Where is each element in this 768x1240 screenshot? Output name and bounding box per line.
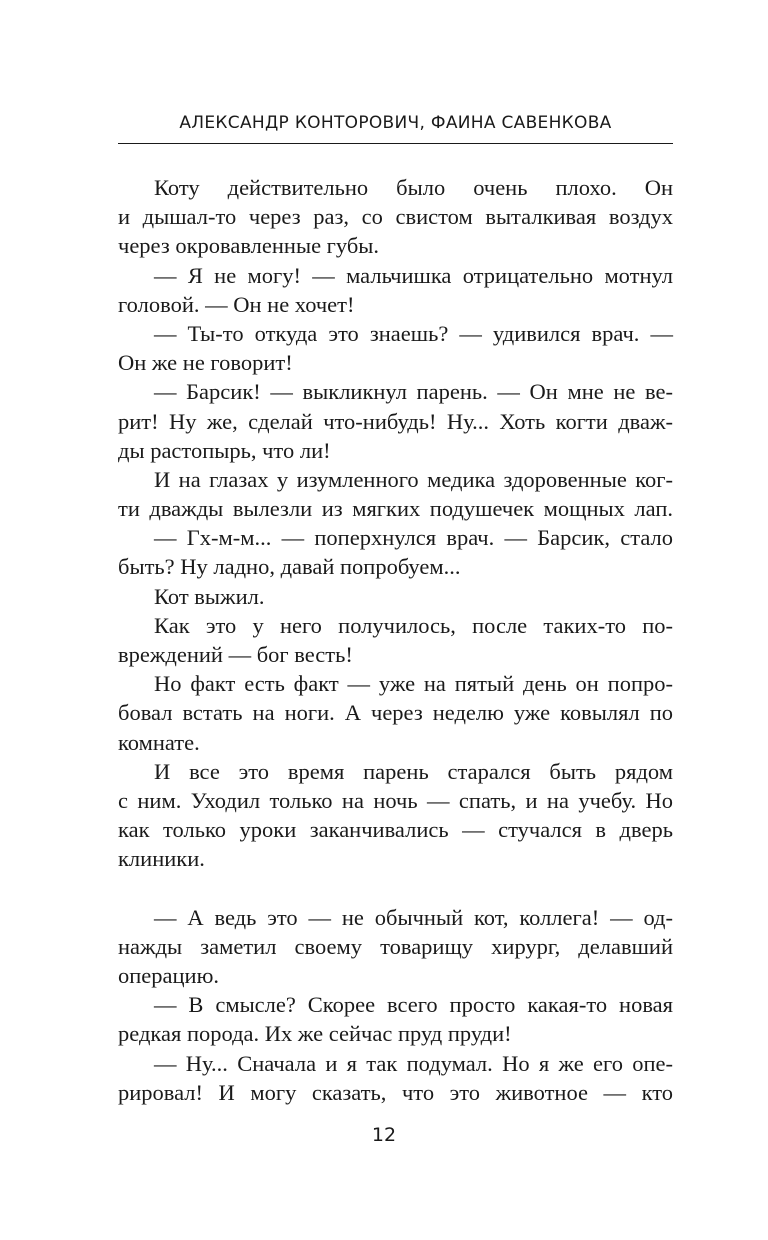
text-line: Он же не говорит!	[118, 350, 293, 376]
section-break	[118, 874, 673, 903]
text-line: рит! Ну же, сделай что-нибудь! Ну... Хоть когти дваж-	[118, 408, 673, 434]
text-line: редкая порода. Их же сейчас пруд пруди!	[118, 1021, 512, 1047]
text-line: и дышал-то через раз, со свистом выталкивая воздух	[118, 204, 673, 230]
text-line: рировал! И могу сказать, что это животное — кто	[118, 1079, 673, 1105]
text-line: Но факт есть факт — уже на пятый день он попро-	[154, 671, 673, 697]
text-line: операцию.	[118, 963, 220, 989]
text-line: — Я не могу! — мальчишка отрицательно мотнул	[154, 262, 673, 288]
text-line: И все это время парень старался быть рядом	[154, 758, 673, 784]
text-line: головой. — Он не хочет!	[118, 291, 355, 317]
text-line: — В смысле? Скорее всего просто какая-то новая	[154, 992, 673, 1018]
text-line: бовал встать на ноги. А через неделю уже ковылял по	[118, 700, 673, 726]
text-line: Кот выжил.	[154, 583, 265, 609]
text-line: ти дважды вылезли из мягких подушечек мощных лап.	[118, 496, 673, 522]
text-line: Как это у него получилось, после таких-то по-	[154, 612, 673, 638]
text-line: с ним. Уходил только на ночь — спать, и на учебу. Но	[118, 787, 673, 813]
text-line: как только уроки заканчивались — стучался в дверь	[118, 817, 673, 843]
text-line: — Ты-то откуда это знаешь? — удивился врач. —	[154, 320, 673, 346]
text-line: вреждений — бог весть!	[118, 642, 353, 667]
text-line: клиники.	[118, 846, 205, 872]
text-line: Коту действительно было очень плохо. Он	[154, 175, 673, 200]
text-line: ды растопырь, что ли!	[118, 437, 331, 463]
running-head: АЛЕКСАНДР КОНТОРОВИЧ, ФАИНА САВЕНКОВА	[179, 113, 612, 133]
page-number: 12	[371, 1124, 397, 1146]
body-text	[118, 173, 673, 1107]
text-line: — Гх-м-м... — поперхнулся врач. — Барсик, стало	[154, 525, 673, 551]
header-rule	[118, 143, 673, 144]
text-line: И на глазах у изумленного медика здоровенные ког-	[154, 466, 673, 492]
text-line: комнате.	[118, 729, 200, 755]
text-line: — Ну... Сначала и я так подумал. Но я же его опе-	[154, 1050, 673, 1076]
text-line: быть? Ну ладно, давай попробуем...	[118, 554, 461, 580]
text-line: через окровавленные губы.	[118, 233, 380, 259]
text-line: нажды заметил своему товарищу хирург, делавший	[118, 933, 673, 959]
text-line: — А ведь это — не обычный кот, коллега! — од-	[154, 904, 673, 930]
text-line: — Барсик! — выкликнул парень. — Он мне не ве-	[154, 379, 673, 405]
